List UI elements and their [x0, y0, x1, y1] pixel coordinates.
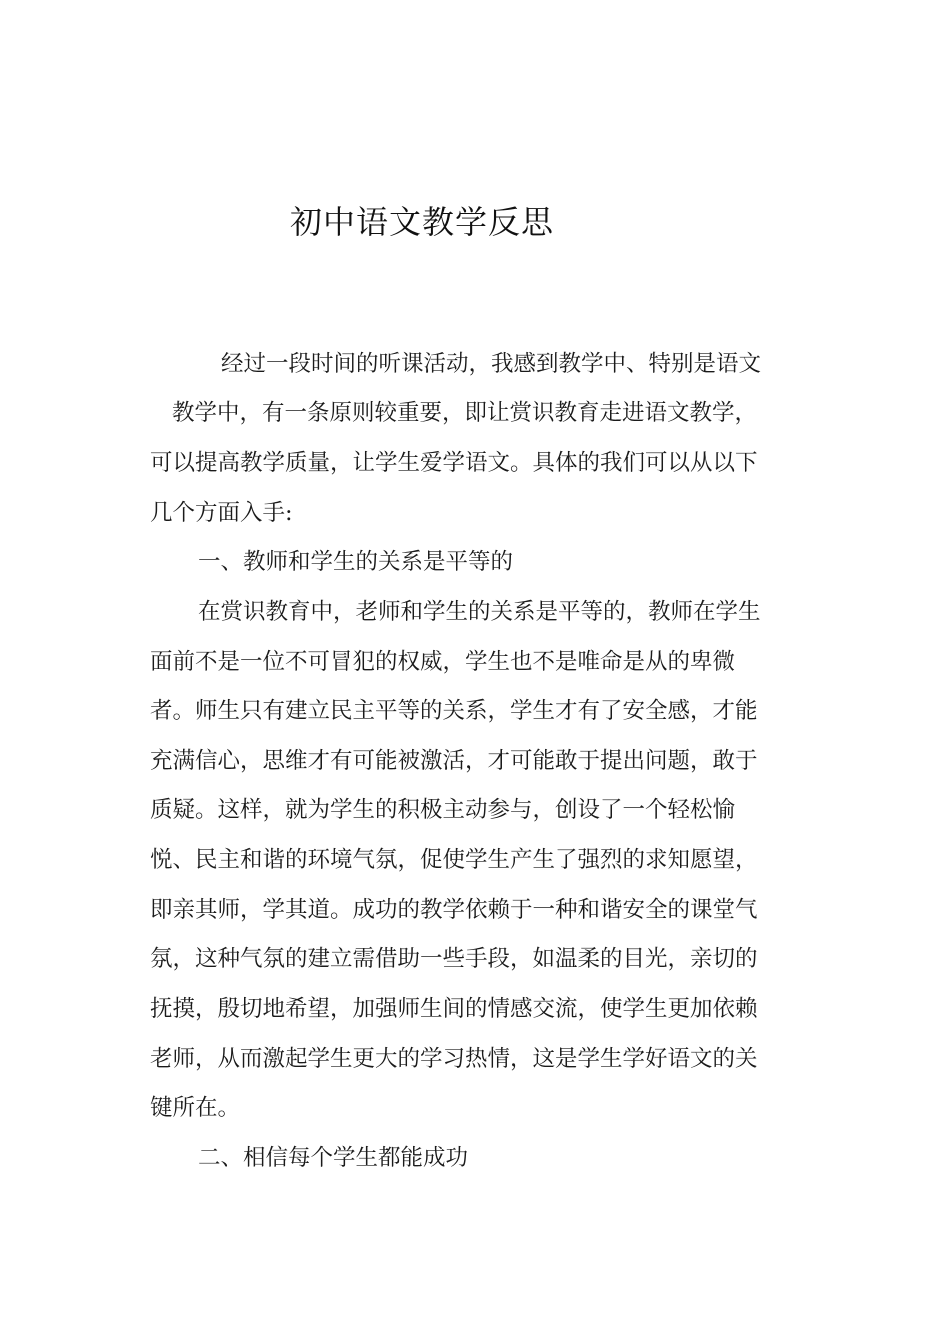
paragraph-line: 即亲其师，学其道。成功的教学依赖于一种和谐安全的课堂气 [150, 897, 758, 923]
paragraph-line: 几个方面入手: [150, 500, 293, 526]
paragraph-line: 键所在。 [150, 1095, 241, 1121]
paragraph-line: 氛，这种气氛的建立需借助一些手段，如温柔的目光，亲切的 [150, 946, 758, 972]
paragraph-line: 者。师生只有建立民主平等的关系，学生才有了安全感，才能 [150, 698, 758, 724]
paragraph-line: 充满信心，思维才有可能被激活，才可能敢于提出问题，敢于 [150, 748, 758, 774]
paragraph-line: 教学中，有一条原则较重要，即让赏识教育走进语文教学， [172, 400, 758, 426]
paragraph-line: 老师，从而激起学生更大的学习热情，这是学生学好语文的关 [150, 1046, 758, 1072]
section-heading: 二、相信每个学生都能成功 [198, 1145, 469, 1171]
paragraph-line: 在赏识教育中，老师和学生的关系是平等的，教师在学生 [198, 599, 761, 625]
section-heading: 一、教师和学生的关系是平等的 [198, 549, 514, 575]
document-title: 初中语文教学反思 [290, 203, 555, 241]
paragraph-line: 悦、民主和谐的环境气氛，促使学生产生了强烈的求知愿望， [150, 847, 758, 873]
paragraph-line: 面前不是一位不可冒犯的权威，学生也不是唯命是从的卑微 [150, 649, 736, 675]
paragraph-line: 质疑。这样，就为学生的积极主动参与，创设了一个轻松愉 [150, 797, 736, 823]
paragraph-line: 可以提高教学质量，让学生爱学语文。具体的我们可以从以下 [150, 450, 758, 476]
paragraph-line: 抚摸，殷切地希望，加强师生间的情感交流，使学生更加依赖 [150, 996, 758, 1022]
paragraph-line: 经过一段时间的听课活动，我感到教学中、特别是语文 [221, 351, 762, 377]
